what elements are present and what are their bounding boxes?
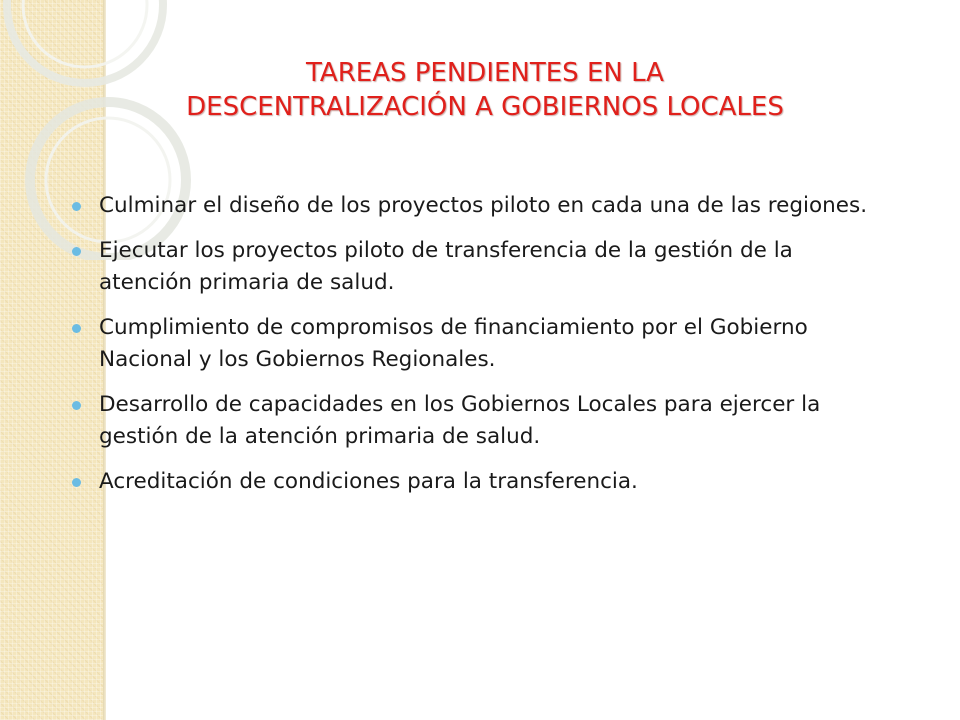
bullet-text: Cumplimiento de compromisos de financiamiento por el Gobierno Nacional y los Gobiernos Regionales. bbox=[99, 315, 808, 372]
slide-title-line-2: DESCENTRALIZACIÓN A GOBIERNOS LOCALES bbox=[186, 92, 784, 122]
bullet-dot-icon bbox=[72, 202, 81, 211]
bullet-text: Ejecutar los proyectos piloto de transferencia de la gestión de la atención primaria de salud. bbox=[99, 238, 793, 295]
bullet-text: Acreditación de condiciones para la transferencia. bbox=[99, 469, 638, 494]
bullet-item bbox=[72, 389, 872, 453]
slide-title-line-1: TAREAS PENDIENTES EN LA bbox=[306, 58, 664, 88]
bullet-item bbox=[72, 235, 872, 299]
bullet-dot-icon bbox=[72, 324, 81, 333]
bullet-item bbox=[72, 190, 872, 222]
bullet-dot-icon bbox=[72, 478, 81, 487]
slide-title bbox=[60, 56, 910, 124]
bullet-text: Culminar el diseño de los proyectos piloto en cada una de las regiones. bbox=[99, 193, 868, 218]
bullet-item bbox=[72, 312, 872, 376]
bullet-text: Desarrollo de capacidades en los Gobiernos Locales para ejercer la gestión de la atención primaria de salud. bbox=[99, 392, 821, 449]
bullet-list bbox=[72, 190, 872, 511]
bullet-dot-icon bbox=[72, 247, 81, 256]
bullet-item bbox=[72, 466, 872, 498]
bullet-dot-icon bbox=[72, 401, 81, 410]
